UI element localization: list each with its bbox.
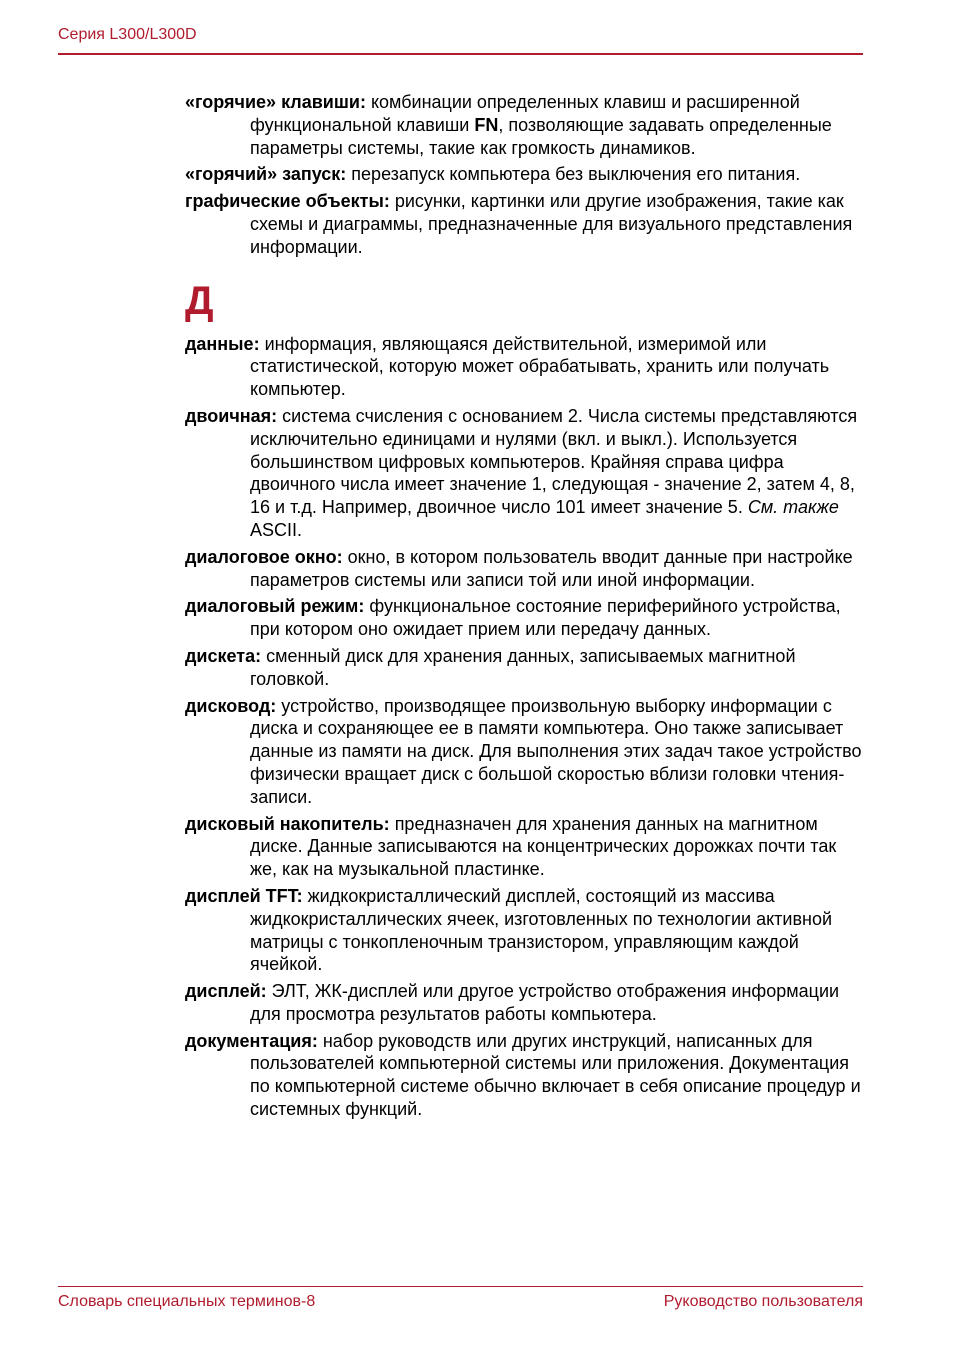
glossary-entry xyxy=(185,980,865,1026)
entry-definition: комбинации определенных клавиш и расширенной функциональной клавиши xyxy=(250,92,800,135)
entry-term: диалоговый режим: xyxy=(185,596,365,617)
glossary-entry xyxy=(185,645,865,691)
entry-term: дискета: xyxy=(185,645,262,666)
entry-term: дисковод: xyxy=(185,695,277,716)
entry-term: диалоговое окно: xyxy=(185,546,343,567)
glossary-entry xyxy=(185,163,865,186)
entry-term: «горячие» клавиши: xyxy=(185,92,366,112)
footer-manual-title: Руководство пользователя xyxy=(663,1293,863,1310)
glossary-entry xyxy=(185,595,865,641)
entry-definition-cont: , позволяющие задавать определенные параметры системы, такие как громкость динамиков. xyxy=(250,114,832,158)
header-divider xyxy=(58,53,863,55)
glossary-entry xyxy=(185,91,865,159)
entry-term: дисковый накопитель: xyxy=(185,813,390,834)
glossary-content xyxy=(185,91,865,1125)
entry-definition: перезапуск компьютера без выключения его питания. xyxy=(346,164,801,185)
entry-definition: рисунки, картинки или другие изображения, такие как схемы и диаграммы, предназначенные для визуального представления информации. xyxy=(250,191,853,257)
glossary-entry xyxy=(185,546,865,592)
entry-term: дисплей TFT: xyxy=(185,885,303,906)
header-title: Серия L300/L300D xyxy=(58,26,197,43)
glossary-entry xyxy=(185,885,865,976)
entry-definition: ЭЛТ, ЖК-дисплей или другое устройство отображения информации для просмотра результатов работы компьютера. xyxy=(250,981,840,1024)
entry-definition: окно, в котором пользователь вводит данные при настройке параметров системы или записи той или иной информации. xyxy=(250,546,853,590)
entry-term: «горячий» запуск: xyxy=(185,164,347,185)
entry-term: дисплей: xyxy=(185,981,267,1002)
entry-definition-cont: ASCII. xyxy=(250,519,303,540)
entry-term: документация: xyxy=(185,1030,318,1051)
glossary-entry xyxy=(185,1030,865,1121)
footer-divider xyxy=(58,1286,863,1287)
entry-term: графические объекты: xyxy=(185,191,390,212)
glossary-entry xyxy=(185,695,865,809)
section-heading-letter: Д xyxy=(185,278,214,323)
entry-definition: предназначен для хранения данных на магнитном диске. Данные записываются на концентрических дорожках почти так же, как на музыкальной пластинке. xyxy=(250,813,837,880)
glossary-entry xyxy=(185,405,865,542)
entry-key-name: FN xyxy=(474,114,499,135)
entry-definition: устройство, производящее произвольную выборку информации с диска и сохраняющее ее в памяти компьютера. Оно также записывает данные из памяти на диск. Для выполнения этих задач такое устройство физически вращает диск с большой скоростью вблизи головки чтения-записи. xyxy=(250,695,862,807)
entry-term: данные: xyxy=(185,333,260,354)
entry-definition: информация, являющаяся действительной, измеримой или статистической, которую может обрабатывать, хранить или получать компьютер. xyxy=(250,333,830,400)
entry-definition: сменный диск для хранения данных, записываемых магнитной головкой. xyxy=(250,645,796,689)
glossary-entry xyxy=(185,813,865,881)
entry-definition: жидкокристаллический дисплей, состоящий из массива жидкокристаллических ячеек, изготовленных по технологии активной матрицы с тонкопленочным транзистором, управляющим каждой ячейкой. xyxy=(250,885,833,975)
entry-see-also: См. также xyxy=(747,497,839,518)
footer-page-label: Словарь специальных терминов-8 xyxy=(58,1293,316,1310)
glossary-entry xyxy=(185,190,865,258)
entry-definition: система счисления с основанием 2. Числа системы представляются исключительно единицами и нулями (вкл. и выкл.). Используется большинством цифровых компьютеров. Крайняя справа цифра двоичного числа имеет значение 1, следующая - значение 2, затем 4, 8, 16 и т.д. Например, двоичное число 101 имеет значение 5. xyxy=(250,405,858,518)
entry-definition: функциональное состояние периферийного устройства, при котором оно ожидает прием или передачу данных. xyxy=(250,596,841,640)
entry-term: двоичная: xyxy=(185,405,278,426)
glossary-entry xyxy=(185,333,865,401)
entry-definition: набор руководств или других инструкций, написанных для пользователей компьютерной системы или приложения. Документация по компьютерной системе обычно включает в себя описание процедур и системных функций. xyxy=(250,1030,861,1120)
